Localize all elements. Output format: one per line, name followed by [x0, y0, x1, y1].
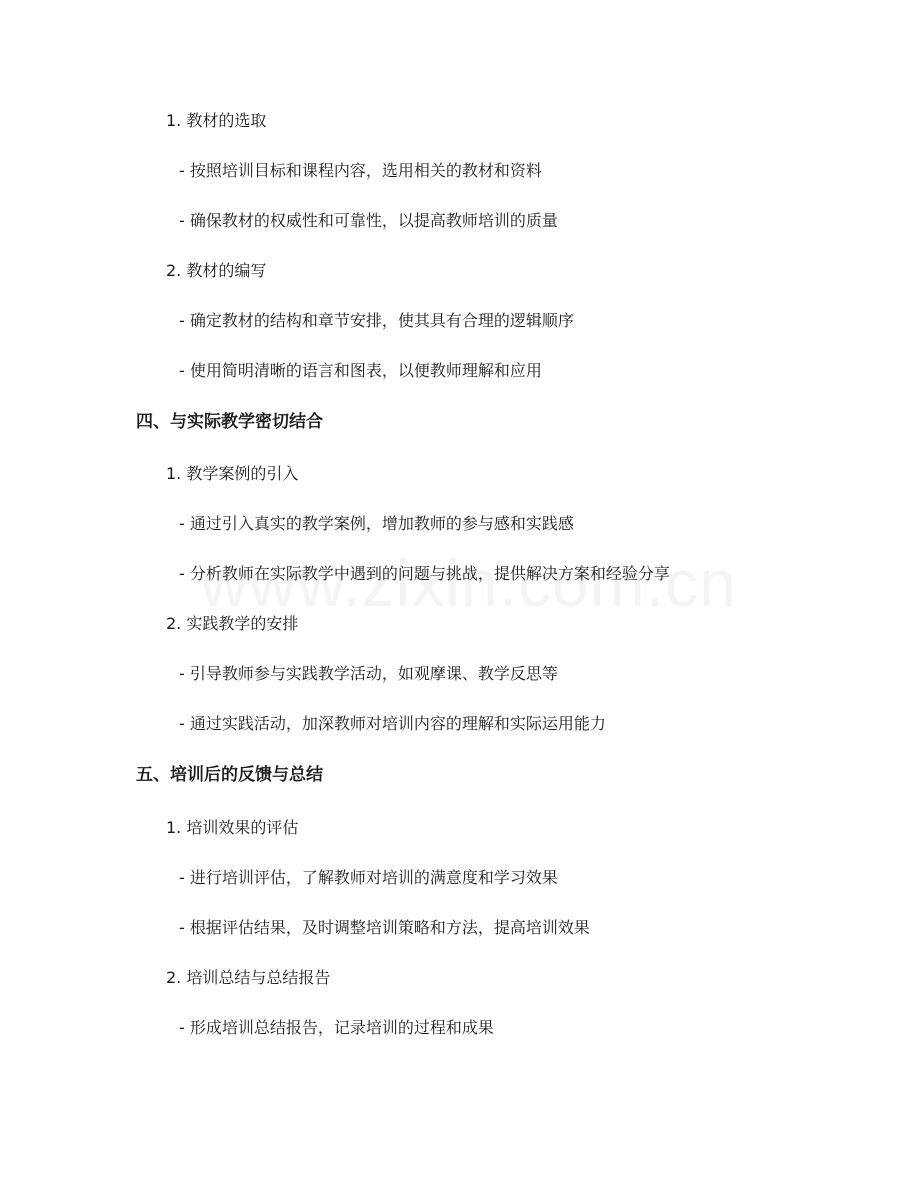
bullet-text: - 通过引入真实的教学案例，增加教师的参与感和实践感: [179, 514, 574, 533]
bullet-text: - 根据评估结果，及时调整培训策略和方法，提高培训效果: [179, 918, 590, 937]
item-title: 2. 教材的编写: [166, 261, 267, 280]
bullet-text: - 引导教师参与实践教学活动，如观摩课、教学反思等: [179, 664, 558, 683]
item-title: 1. 教材的选取: [166, 111, 267, 130]
bullet-text: - 分析教师在实际教学中遇到的问题与挑战，提供解决方案和经验分享: [179, 564, 670, 583]
item-title: 1. 教学案例的引入: [166, 464, 299, 483]
item-title: 2. 培训总结与总结报告: [166, 968, 331, 987]
bullet-text: - 确保教材的权威性和可靠性，以提高教师培训的质量: [179, 211, 558, 230]
bullet-text: - 使用简明清晰的语言和图表，以便教师理解和应用: [179, 361, 542, 380]
watermark: [200, 545, 737, 621]
bullet-text: - 通过实践活动，加深教师对培训内容的理解和实际运用能力: [179, 714, 606, 733]
bullet-text: - 进行培训评估，了解教师对培训的满意度和学习效果: [179, 868, 558, 887]
bullet-text: - 按照培训目标和课程内容，选用相关的教材和资料: [179, 161, 542, 180]
item-title: 2. 实践教学的安排: [166, 614, 299, 633]
section-heading: 五、培训后的反馈与总结: [136, 765, 323, 785]
section-heading: 四、与实际教学密切结合: [136, 412, 323, 432]
bullet-text: - 形成培训总结报告，记录培训的过程和成果: [179, 1018, 494, 1037]
item-title: 1. 培训效果的评估: [166, 818, 299, 837]
bullet-text: - 确定教材的结构和章节安排，使其具有合理的逻辑顺序: [179, 311, 574, 330]
